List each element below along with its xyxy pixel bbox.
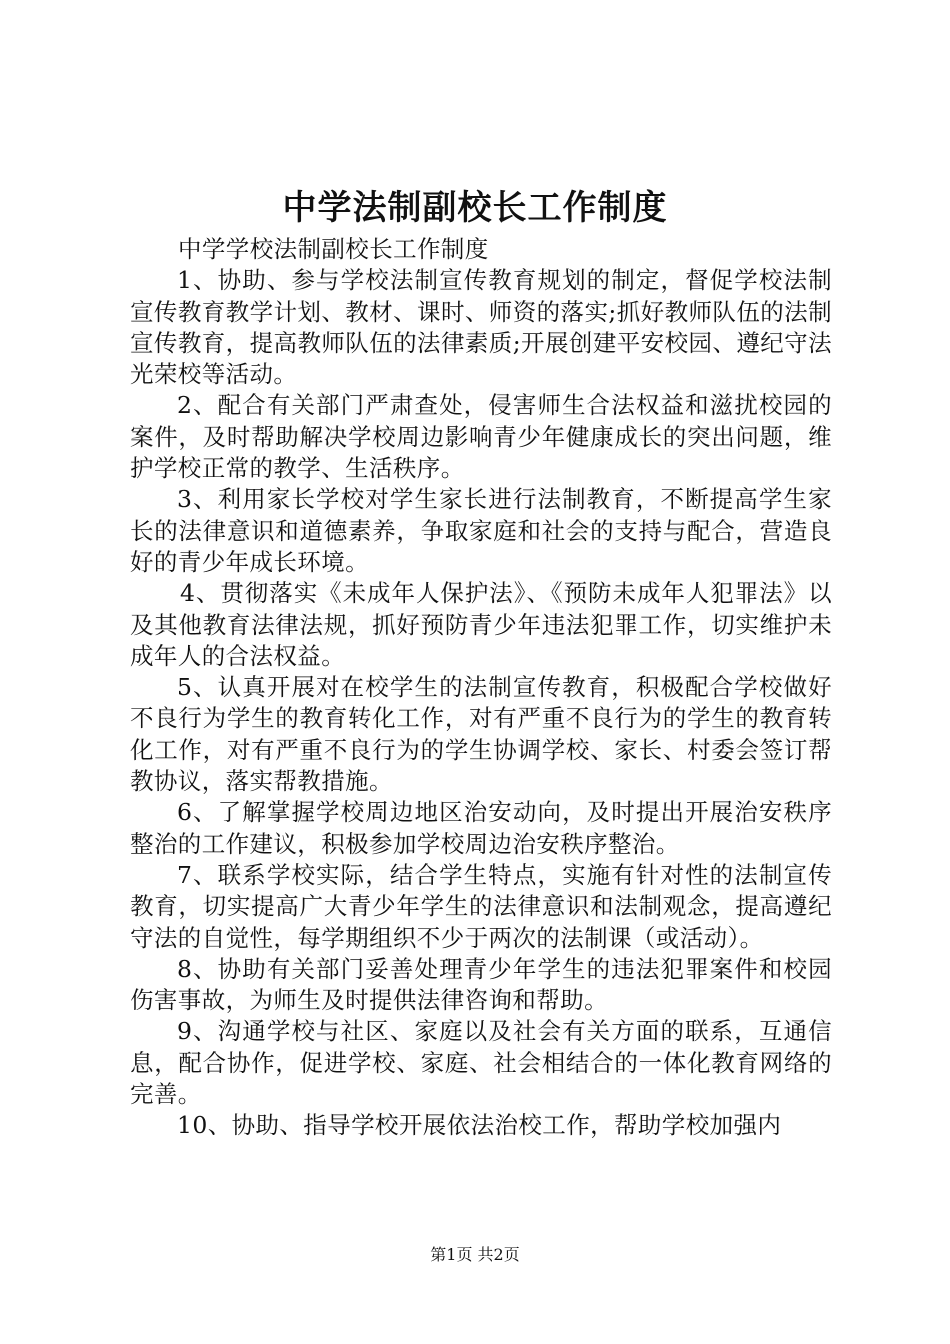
page-footer <box>0 1244 950 1266</box>
paragraph-2: 2、配合有关部门严肃查处，侵害师生合法权益和滋扰校园的案件，及时帮助解决学校周边影响青少年健康成长的突出问题，维护学校正常的教学、生活秩序。 <box>130 391 832 483</box>
paragraph-5: 5、认真开展对在校学生的法制宣传教育，积极配合学校做好不良行为学生的教育转化工作，对有严重不良行为的学生的教育转化工作，对有严重不良行为的学生协调学校、家长、村委会签订帮教协议，落实帮教措施。 <box>130 673 832 796</box>
paragraph-9: 9、沟通学校与社区、家庭以及社会有关方面的联系，互通信息，配合协作，促进学校、家庭、社会相结合的一体化教育网络的完善。 <box>130 1017 832 1109</box>
page-number-label: 第1页 共2页 <box>430 1245 520 1264</box>
document-title: 中学法制副校长工作制度 <box>282 188 668 228</box>
paragraph-7: 7、联系学校实际，结合学生特点，实施有针对性的法制宣传教育，切实提高广大青少年学生的法律意识和法制观念，提高遵纪守法的自觉性，每学期组织不少于两次的法制课（或活动）。 <box>130 860 832 952</box>
paragraph-3: 3、利用家长学校对学生家长进行法制教育，不断提高学生家长的法律意识和道德素养，争取家庭和社会的支持与配合，营造良好的青少年成长环境。 <box>130 485 832 576</box>
document-subtitle: 中学学校法制副校长工作制度 <box>178 235 489 263</box>
paragraph-1: 1、协助、参与学校法制宣传教育规划的制定，督促学校法制宣传教育教学计划、教材、课时、师资的落实;抓好教师队伍的法制宣传教育，提高教师队伍的法律素质;开展创建平安校园、遵纪守法光荣校等活动。 <box>130 266 832 389</box>
paragraph-4: 4、贯彻落实《未成年人保护法》、《预防未成年人犯罪法》以及其他教育法律法规，抓好预防青少年违法犯罪工作，切实维护未成年人的合法权益。 <box>130 579 832 670</box>
paragraph-10: 10、协助、指导学校开展依法治校工作，帮助学校加强内 <box>177 1111 782 1140</box>
document-body <box>130 234 832 1142</box>
paragraph-8: 8、协助有关部门妥善处理青少年学生的违法犯罪案件和校园伤害事故，为师生及时提供法律咨询和帮助。 <box>130 954 832 1015</box>
paragraph-6: 6、了解掌握学校周边地区治安动向，及时提出开展治安秩序整治的工作建议，积极参加学校周边治安秩序整治。 <box>130 798 832 858</box>
